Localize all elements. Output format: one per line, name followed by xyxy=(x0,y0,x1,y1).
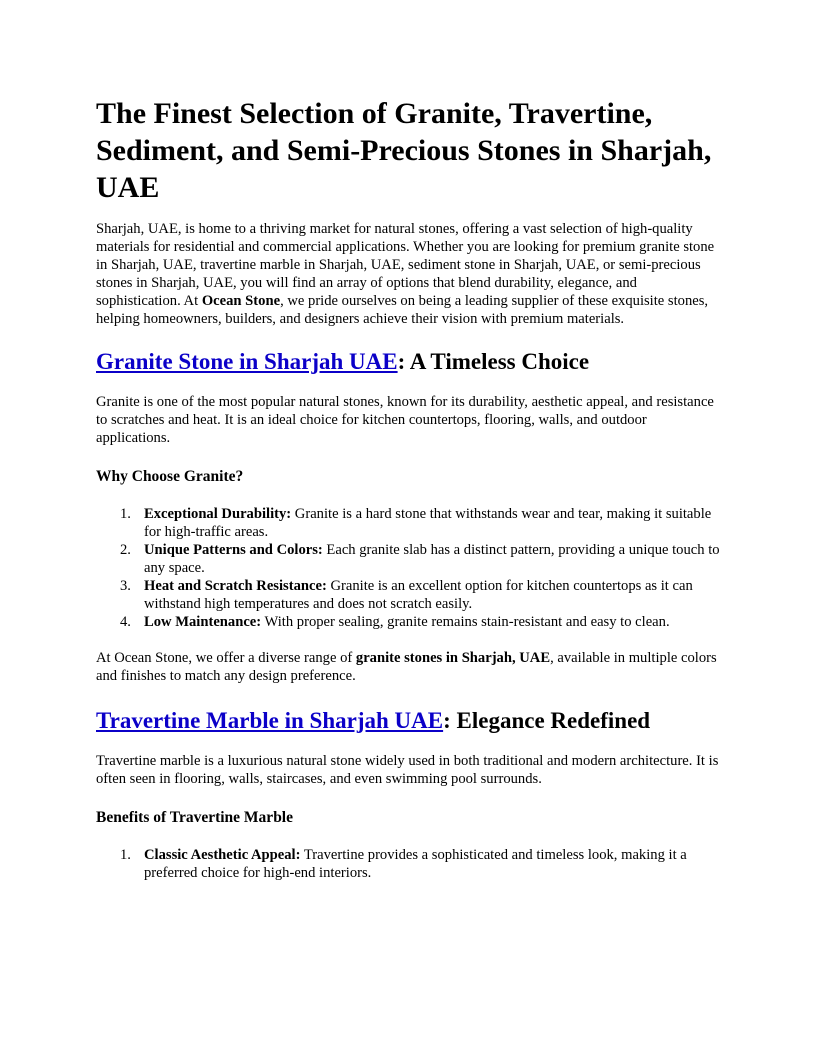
list-number: 1. xyxy=(120,506,131,522)
intro-paragraph xyxy=(96,220,720,328)
travertine-benefits-list xyxy=(96,846,720,882)
granite-paragraph: Granite is one of the most popular natural stones, known for its durability, aesthetic appeal, and resistance to scratches and heat. It is an ideal choice for kitchen countertops, flooring, walls, and outdoor applications. xyxy=(96,394,714,446)
list-item-label: Unique Patterns and Colors: xyxy=(144,542,323,558)
granite-closing-text-1: At Ocean Stone, we offer a diverse range of xyxy=(96,650,356,666)
document-content xyxy=(96,95,720,882)
list-item xyxy=(96,577,720,613)
list-item-text: Travertine provides a sophisticated and timeless look, making it a preferred choice for high-end interiors. xyxy=(144,847,687,881)
list-item-text: Granite is an excellent option for kitchen countertops as it can withstand high temperatures and does not scratch easily. xyxy=(144,578,693,612)
granite-closing-bold: granite stones in Sharjah, UAE xyxy=(355,650,551,666)
granite-heading-link[interactable]: Granite Stone in Sharjah UAE xyxy=(96,349,398,374)
list-number: 4. xyxy=(120,614,131,630)
travertine-heading xyxy=(96,707,720,735)
granite-closing-text-2: , available in multiple colors and finishes to match any design preference. xyxy=(96,650,717,684)
travertine-subheading: Benefits of Travertine Marble xyxy=(96,809,293,826)
list-item xyxy=(96,613,720,631)
list-item-text: Each granite slab has a distinct pattern, providing a unique touch to any space. xyxy=(144,542,720,576)
list-item-text: Granite is a hard stone that withstands wear and tear, making it suitable for high-traffic areas. xyxy=(144,506,712,540)
intro-text-2: , we pride ourselves on being a leading supplier of these exquisite stones, helping homeowners, builders, and designers achieve their vision with premium materials. xyxy=(96,293,709,327)
granite-closing-paragraph xyxy=(96,649,720,685)
list-number: 1. xyxy=(120,847,131,863)
list-item-label: Exceptional Durability: xyxy=(144,506,292,522)
granite-heading-rest: : A Timeless Choice xyxy=(397,349,590,374)
list-item xyxy=(96,541,720,577)
list-number: 2. xyxy=(120,542,131,558)
list-number: 3. xyxy=(120,578,131,594)
list-item-label: Heat and Scratch Resistance: xyxy=(144,578,327,594)
list-item-label: Classic Aesthetic Appeal: xyxy=(144,847,301,863)
list-item-text: With proper sealing, granite remains stain-resistant and easy to clean. xyxy=(261,614,670,630)
list-item xyxy=(96,846,720,882)
page-title: The Finest Selection of Granite, Travertine, Sediment, and Semi-Precious Stones in Sharjah, UAE xyxy=(96,97,712,204)
travertine-heading-link[interactable]: Travertine Marble in Sharjah UAE xyxy=(96,708,444,733)
intro-text-1: Sharjah, UAE, is home to a thriving market for natural stones, offering a vast selection of high-quality materials for residential and commercial applications. Whether you are looking for premium granite stone in Sharjah, UAE, travertine marble in Sharjah, UAE, sediment stone in Sharjah, UAE, or semi-precious stones in Sharjah, UAE, you will find an array of options that blend durability, elegance, and sophistication. At xyxy=(96,221,715,309)
granite-subheading: Why Choose Granite? xyxy=(96,468,244,485)
travertine-paragraph: Travertine marble is a luxurious natural stone widely used in both traditional and modern architecture. It is often seen in flooring, walls, staircases, and even swimming pool surrounds. xyxy=(96,753,719,787)
granite-heading xyxy=(96,348,720,376)
list-item-label: Low Maintenance: xyxy=(144,614,262,630)
brand-name: Ocean Stone xyxy=(201,293,281,309)
granite-benefits-list xyxy=(96,505,720,631)
travertine-heading-rest: : Elegance Redefined xyxy=(443,708,651,733)
list-item xyxy=(96,505,720,541)
